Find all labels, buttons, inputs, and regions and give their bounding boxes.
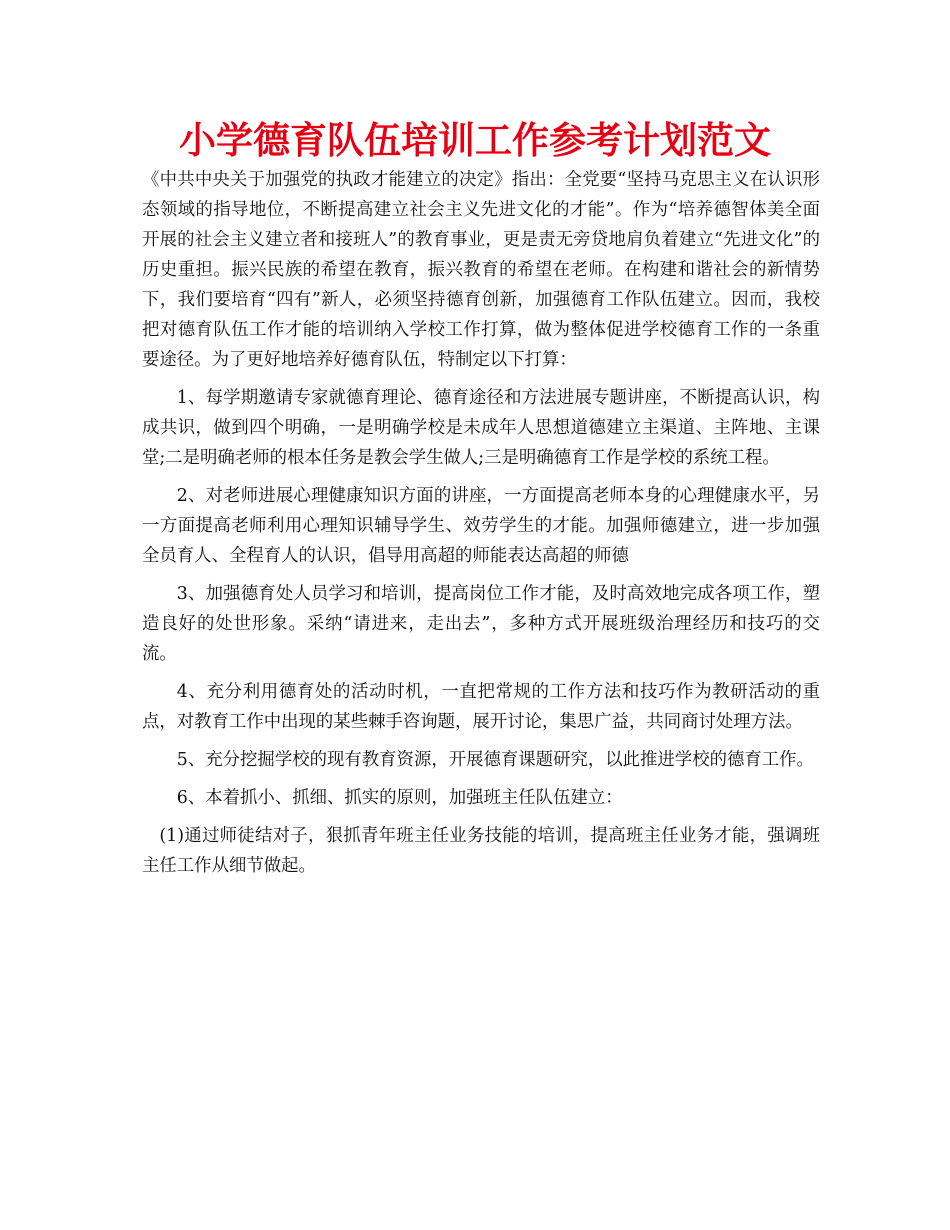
document-title: 小学德育队伍培训工作参考计划范文 <box>179 119 771 162</box>
item-paragraph-1: 1、每学期邀请专家就德育理论、德育途径和方法进展专题讲座，不断提高认识，构成共识，做到四个明确，一是明确学校是未成年人思想道德建立主渠道、主阵地、主课堂;二是明确老师的根本任务是教会学生做人;三是明确德育工作是学校的系统工程。 <box>142 388 820 468</box>
item-paragraph-6: 6、本着抓小、抓细、抓实的原则，加强班主任队伍建立： <box>176 788 623 808</box>
item-paragraph-3: 3、加强德育处人员学习和培训，提高岗位工作才能，及时高效地完成各项工作，塑造良好的处世形象。采纳“请进来，走出去”，多种方式开展班级治理经历和技巧的交流。 <box>142 584 820 664</box>
item-paragraph-2: 2、对老师进展心理健康知识方面的讲座，一方面提高老师本身的心理健康水平，另一方面提高老师利用心理知识辅导学生、效劳学生的才能。加强师德建立，进一步加强全员育人、全程育人的认识，倡导用高超的师能表达高超的师德 <box>142 486 820 566</box>
document-body <box>142 165 820 889</box>
intro-paragraph: 《中共中央关于加强党的执政才能建立的决定》指出：全党要“坚持马克思主义在认识形态领域的指导地位，不断提高建立社会主义先进文化的才能”。作为“培养德智体美全面开展的社会主义建立者和接班人”的教育事业，更是责无旁贷地肩负着建立“先进文化”的历史重担。振兴民族的希望在教育，振兴教育的希望在老师。在构建和谐社会的新情势下，我们要培育“四有”新人，必须坚持德育创新，加强德育工作队伍建立。因而，我校把对德育队伍工作才能的培训纳入学校工作打算，做为整体促进学校德育工作的一条重要途径。为了更好地培养好德育队伍，特制定以下打算： <box>142 170 820 370</box>
sub-item-paragraph-1: (1)通过师徒结对子，狠抓青年班主任业务技能的培训，提高班主任业务才能，强调班主任工作从细节做起。 <box>142 826 820 876</box>
item-paragraph-4: 4、充分利用德育处的活动时机，一直把常规的工作方法和技巧作为教研活动的重点，对教育工作中出现的某些棘手咨询题，展开讨论，集思广益，共同商讨处理方法。 <box>142 682 820 732</box>
item-paragraph-5: 5、充分挖掘学校的现有教育资源，开展德育课题研究，以此推进学校的德育工作。 <box>176 750 814 770</box>
